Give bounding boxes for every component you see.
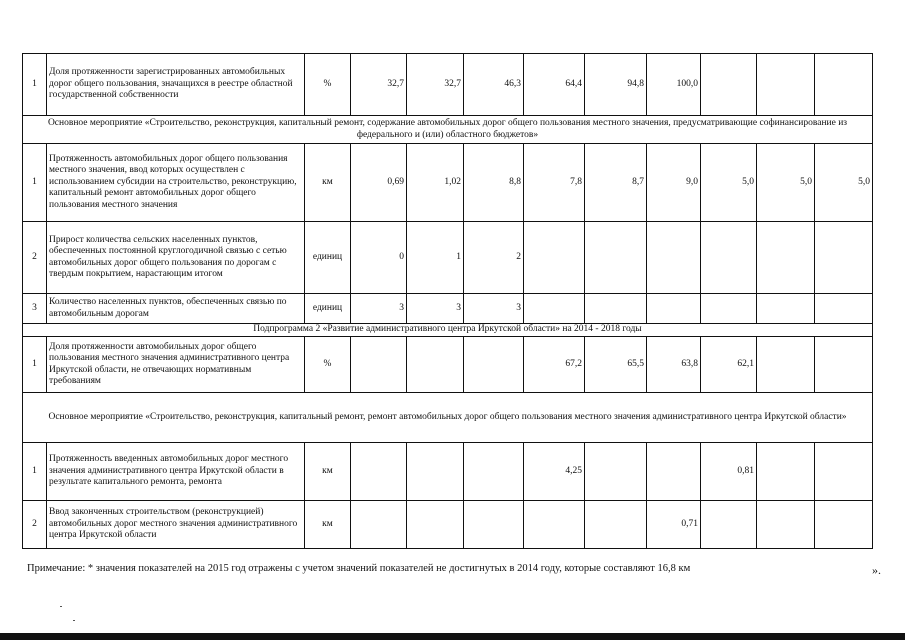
- table-body: [23, 54, 873, 549]
- value-cell: [757, 337, 815, 393]
- indicator-name: Протяженность введенных автомобильных дорог местного значения административного центра Иркутской области в результате капитального ремонта, ремонта: [47, 443, 305, 501]
- value-cell: [815, 54, 873, 116]
- row-number: 1: [23, 54, 47, 116]
- value-cell: [464, 501, 524, 549]
- indicator-row: [23, 501, 873, 549]
- value-cell: [815, 222, 873, 294]
- value-cell: [351, 337, 407, 393]
- value-cell: [815, 294, 873, 324]
- value-cell: [701, 54, 757, 116]
- indicator-name: Доля протяженности автомобильных дорог общего пользования местного значения административного центра Иркутской области, не отвечающих нормативным требованиям: [47, 337, 305, 393]
- value-cell: [815, 443, 873, 501]
- indicator-name: Прирост количества сельских населенных пунктов, обеспеченных постоянной круглогодичной связью с сетью автомобильных дорог общего пользования по дорогам с твердым покрытием, нарастающим итогом: [47, 222, 305, 294]
- value-cell: 1,02: [407, 144, 464, 222]
- value-cell: 0,69: [351, 144, 407, 222]
- value-cell: [407, 501, 464, 549]
- value-cell: [815, 337, 873, 393]
- value-cell: [647, 222, 701, 294]
- value-cell: 5,0: [757, 144, 815, 222]
- value-cell: 8,7: [585, 144, 647, 222]
- value-cell: [351, 501, 407, 549]
- indicator-row: [23, 294, 873, 324]
- value-cell: [757, 54, 815, 116]
- value-cell: [585, 443, 647, 501]
- value-cell: 2: [464, 222, 524, 294]
- indicator-row: [23, 144, 873, 222]
- indicator-name: Ввод законченных строительством (реконструкцией) автомобильных дорог местного значения административного центра Иркутской области: [47, 501, 305, 549]
- indicator-row: [23, 443, 873, 501]
- value-cell: 63,8: [647, 337, 701, 393]
- section-row: [23, 393, 873, 443]
- unit-cell: км: [305, 144, 351, 222]
- section-row: [23, 116, 873, 144]
- row-number: 2: [23, 222, 47, 294]
- value-cell: 32,7: [351, 54, 407, 116]
- value-cell: [757, 501, 815, 549]
- value-cell: 0,81: [701, 443, 757, 501]
- value-cell: [585, 501, 647, 549]
- value-cell: [757, 443, 815, 501]
- value-cell: 32,7: [407, 54, 464, 116]
- row-number: 2: [23, 501, 47, 549]
- value-cell: 1: [407, 222, 464, 294]
- scan-speck: [73, 620, 75, 621]
- indicator-name: Количество населенных пунктов, обеспеченных связью по автомобильным дорогам: [47, 294, 305, 324]
- unit-cell: единиц: [305, 294, 351, 324]
- value-cell: 94,8: [585, 54, 647, 116]
- value-cell: [647, 294, 701, 324]
- value-cell: 64,4: [524, 54, 585, 116]
- value-cell: 100,0: [647, 54, 701, 116]
- value-cell: 4,25: [524, 443, 585, 501]
- value-cell: [464, 443, 524, 501]
- value-cell: 46,3: [464, 54, 524, 116]
- scan-speck: [60, 606, 62, 607]
- value-cell: 9,0: [647, 144, 701, 222]
- unit-cell: %: [305, 337, 351, 393]
- indicators-table: [22, 53, 873, 549]
- section-row: [23, 324, 873, 337]
- unit-cell: км: [305, 443, 351, 501]
- value-cell: [701, 222, 757, 294]
- section-title: Основное мероприятие «Строительство, реконструкция, капитальный ремонт, содержание автомобильных дорог общего пользования местного значения, предусматривающие софинансирование из федерального и (или) областного бюджетов»: [23, 116, 873, 144]
- value-cell: [351, 443, 407, 501]
- section-title: Основное мероприятие «Строительство, реконструкция, капитальный ремонт, ремонт автомобильных дорог общего пользования местного значения административного центра Иркутской области»: [23, 393, 873, 443]
- row-number: 1: [23, 443, 47, 501]
- indicator-name: Доля протяженности зарегистрированных автомобильных дорог общего пользования, значащихся в реестре областной государственной собственности: [47, 54, 305, 116]
- scan-bottom-edge: [0, 633, 905, 640]
- value-cell: 0,71: [647, 501, 701, 549]
- value-cell: [815, 501, 873, 549]
- value-cell: 3: [464, 294, 524, 324]
- footnote-closing-quote: ».: [872, 563, 881, 577]
- value-cell: [701, 501, 757, 549]
- value-cell: [524, 222, 585, 294]
- value-cell: [524, 294, 585, 324]
- value-cell: [524, 501, 585, 549]
- value-cell: [585, 294, 647, 324]
- value-cell: 8,8: [464, 144, 524, 222]
- value-cell: 62,1: [701, 337, 757, 393]
- indicator-name: Протяженность автомобильных дорог общего пользования местного значения, ввод которых осуществлен с использованием субсидии на строительство, реконструкцию, капитальный ремонт автомобильных дорог общего пользования местного значения: [47, 144, 305, 222]
- value-cell: [647, 443, 701, 501]
- value-cell: 3: [351, 294, 407, 324]
- value-cell: [701, 294, 757, 324]
- section-title: Подпрограмма 2 «Развитие административного центра Иркутской области» на 2014 - 2018 годы: [23, 324, 873, 337]
- value-cell: [757, 294, 815, 324]
- value-cell: 3: [407, 294, 464, 324]
- indicator-row: [23, 54, 873, 116]
- value-cell: [407, 337, 464, 393]
- value-cell: 67,2: [524, 337, 585, 393]
- value-cell: [464, 337, 524, 393]
- value-cell: 65,5: [585, 337, 647, 393]
- indicator-row: [23, 222, 873, 294]
- value-cell: 5,0: [701, 144, 757, 222]
- value-cell: 0: [351, 222, 407, 294]
- value-cell: 5,0: [815, 144, 873, 222]
- row-number: 1: [23, 144, 47, 222]
- indicator-row: [23, 337, 873, 393]
- row-number: 1: [23, 337, 47, 393]
- value-cell: [757, 222, 815, 294]
- value-cell: 7,8: [524, 144, 585, 222]
- row-number: 3: [23, 294, 47, 324]
- value-cell: [407, 443, 464, 501]
- footnote: Примечание: * значения показателей на 2015 год отражены с учетом значений показателей не достигнутых в 2014 году, которые составляют 16,8 км: [27, 563, 691, 574]
- unit-cell: км: [305, 501, 351, 549]
- unit-cell: %: [305, 54, 351, 116]
- value-cell: [585, 222, 647, 294]
- unit-cell: единиц: [305, 222, 351, 294]
